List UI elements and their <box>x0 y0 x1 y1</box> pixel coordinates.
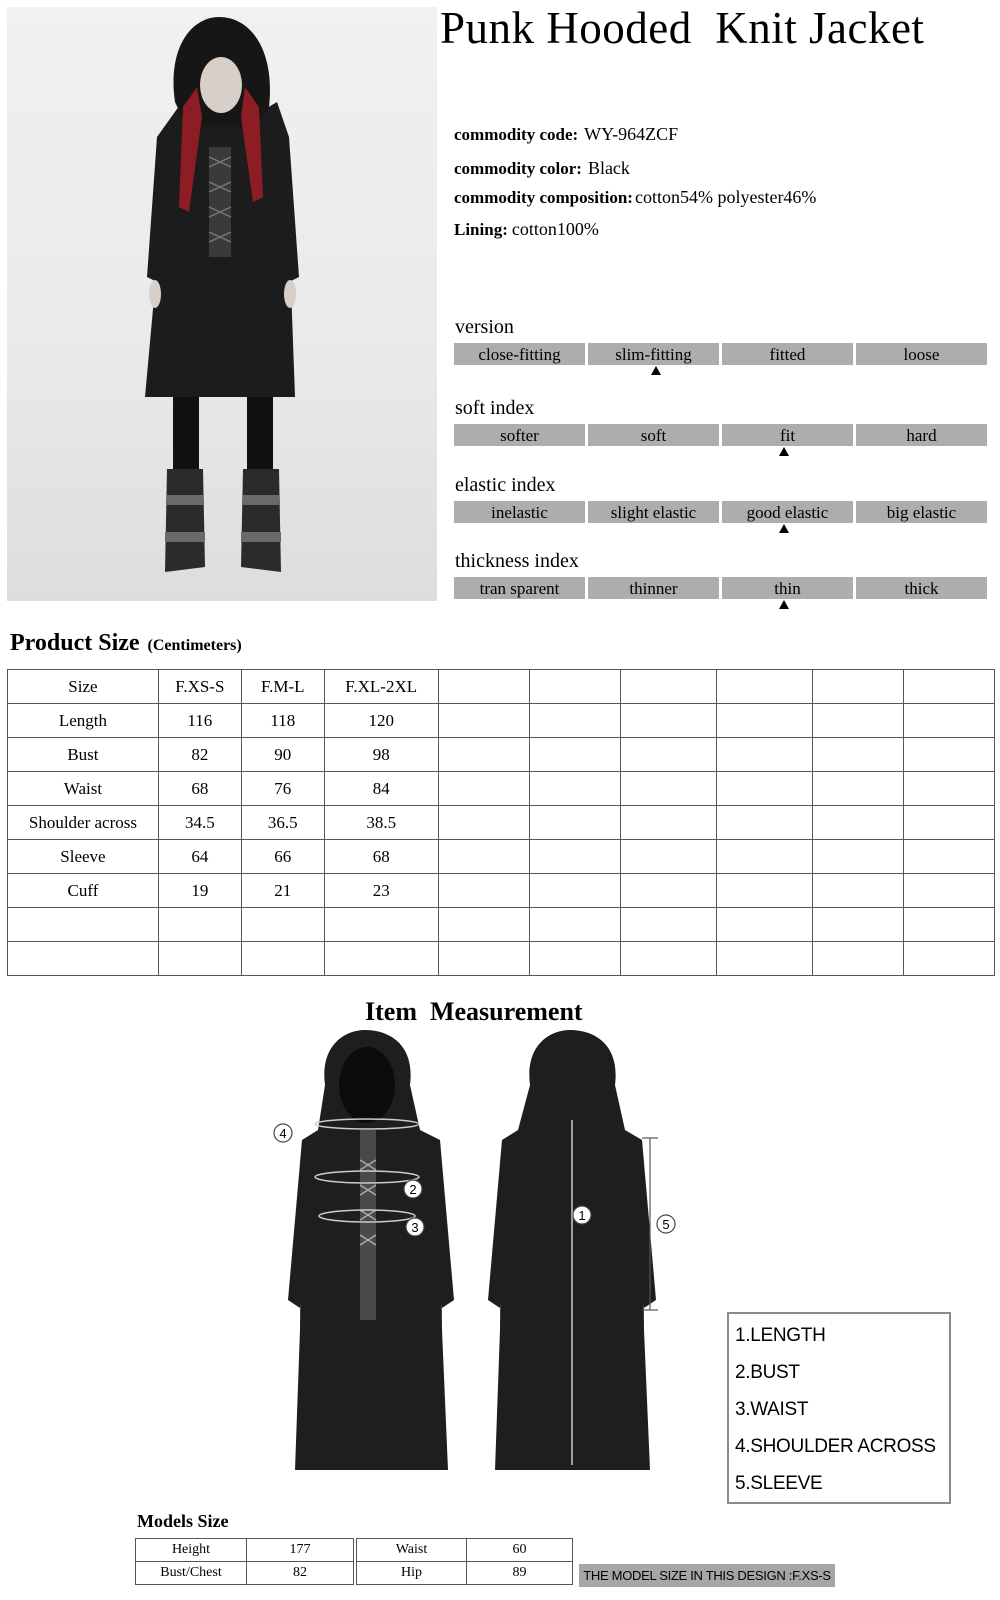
soft-index-option: soft <box>588 424 719 446</box>
model-size-label: Hip <box>357 1562 467 1585</box>
model-size-label: Height <box>136 1539 247 1562</box>
elastic-index-option: slight elastic <box>588 501 719 523</box>
model-size-value: 89 <box>467 1562 573 1585</box>
table-row <box>8 942 995 976</box>
marker-5-label: 5 <box>662 1217 670 1232</box>
elastic-index-scale <box>454 501 987 523</box>
table-cell: 76 <box>241 772 324 806</box>
model-size-value: 82 <box>247 1562 354 1585</box>
spec-commodity-code <box>454 124 678 145</box>
model-figure-illustration <box>7 7 437 601</box>
table-cell <box>158 942 241 976</box>
spec-label: Lining: <box>454 220 508 239</box>
elastic-index-selected-marker <box>779 524 789 533</box>
product-size-unit: (Centimeters) <box>147 637 242 654</box>
models-size-title: Models Size <box>137 1511 229 1531</box>
table-cell: Length <box>8 704 159 738</box>
table-cell <box>241 942 324 976</box>
table-cell: Bust <box>8 738 159 772</box>
spec-value: cotton54% polyester46% <box>634 187 817 207</box>
table-cell: 66 <box>241 840 324 874</box>
table-cell <box>158 908 241 942</box>
legend-item: 5.SLEEVE <box>735 1473 823 1494</box>
model-size-label: Waist <box>357 1539 467 1562</box>
spec-commodity-composition <box>454 187 816 208</box>
table-row <box>136 1539 354 1562</box>
product-size-table <box>7 669 995 976</box>
spec-label: commodity color: <box>454 159 582 178</box>
legend-item: 1.LENGTH <box>735 1325 826 1346</box>
soft-index-option: fit <box>722 424 853 446</box>
thickness-index-option: thinner <box>588 577 719 599</box>
elastic-index-option: inelastic <box>454 501 585 523</box>
product-size-title <box>10 630 242 657</box>
table-cell: 82 <box>158 738 241 772</box>
legend-item: 2.BUST <box>735 1362 800 1383</box>
size-table-header-cell: F.XL-2XL <box>324 670 438 704</box>
elastic-index-option: good elastic <box>722 501 853 523</box>
marker-4-label: 4 <box>279 1126 287 1141</box>
soft-index-selected-marker <box>779 447 789 456</box>
table-cell: 36.5 <box>241 806 324 840</box>
size-table-header-row <box>8 670 995 704</box>
soft-index-scale <box>454 424 987 446</box>
version-option: fitted <box>722 343 853 365</box>
measurement-diagram <box>270 1030 710 1475</box>
soft-index-option: softer <box>454 424 585 446</box>
table-cell: Shoulder across <box>8 806 159 840</box>
table-row <box>8 908 995 942</box>
coat-back-drawing <box>488 1030 658 1470</box>
version-selected-marker <box>651 366 661 375</box>
thickness-index-option: thin <box>722 577 853 599</box>
product-title: Punk Hooded Knit Jacket <box>440 3 925 53</box>
version-option: close-fitting <box>454 343 585 365</box>
spec-label: commodity code: <box>454 125 579 144</box>
legend-item: 3.WAIST <box>735 1399 809 1420</box>
measurement-legend <box>727 1312 951 1504</box>
table-row <box>8 704 995 738</box>
version-option: loose <box>856 343 987 365</box>
size-table-header-cell: Size <box>8 670 159 704</box>
table-cell: 21 <box>241 874 324 908</box>
spec-value: Black <box>587 158 630 178</box>
table-cell: 64 <box>158 840 241 874</box>
model-size-label: Bust/Chest <box>136 1562 247 1585</box>
table-cell: 98 <box>324 738 438 772</box>
thickness-index-option: tran sparent <box>454 577 585 599</box>
thickness-index-selected-marker <box>779 600 789 609</box>
spec-lining <box>454 219 599 240</box>
table-cell <box>324 908 438 942</box>
coat-front-drawing <box>288 1030 454 1470</box>
table-row <box>8 874 995 908</box>
version-label: version <box>455 316 514 338</box>
spec-value: WY-964ZCF <box>584 124 679 144</box>
table-row <box>357 1539 573 1562</box>
elastic-index-label: elastic index <box>455 474 556 496</box>
table-row <box>136 1562 354 1585</box>
models-size-table-right <box>356 1538 573 1585</box>
legend-item: 4.SHOULDER ACROSS <box>735 1436 936 1457</box>
table-cell: 90 <box>241 738 324 772</box>
thickness-index-label: thickness index <box>455 550 579 572</box>
size-table-header-cell: F.M-L <box>241 670 324 704</box>
table-row <box>357 1562 573 1585</box>
table-cell: 23 <box>324 874 438 908</box>
table-cell: Waist <box>8 772 159 806</box>
table-cell: 68 <box>324 840 438 874</box>
table-cell: Cuff <box>8 874 159 908</box>
table-row <box>8 772 995 806</box>
table-cell <box>324 942 438 976</box>
table-cell <box>241 908 324 942</box>
thickness-index-scale <box>454 577 987 599</box>
elastic-index-option: big elastic <box>856 501 987 523</box>
table-cell: 84 <box>324 772 438 806</box>
thickness-index-option: thick <box>856 577 987 599</box>
table-cell: 34.5 <box>158 806 241 840</box>
item-measurement-title: Item Measurement <box>365 997 583 1026</box>
size-table-header-cell: F.XS-S <box>158 670 241 704</box>
soft-index-option: hard <box>856 424 987 446</box>
table-cell: Sleeve <box>8 840 159 874</box>
model-size-note: THE MODEL SIZE IN THIS DESIGN :F.XS-S <box>579 1564 835 1587</box>
spec-label: commodity composition: <box>454 188 633 207</box>
table-row <box>8 738 995 772</box>
spec-value: cotton100% <box>511 219 599 239</box>
marker-2-label: 2 <box>409 1182 417 1197</box>
table-cell <box>8 942 159 976</box>
version-option: slim-fitting <box>588 343 719 365</box>
product-size-heading: Product Size <box>10 630 140 656</box>
model-size-value: 177 <box>247 1539 354 1562</box>
coat-diagram <box>270 1030 710 1470</box>
table-cell: 116 <box>158 704 241 738</box>
marker-3-label: 3 <box>411 1220 419 1235</box>
table-row <box>8 840 995 874</box>
product-photo <box>7 7 437 601</box>
spec-commodity-color <box>454 158 630 179</box>
table-cell: 19 <box>158 874 241 908</box>
soft-index-label: soft index <box>455 397 535 419</box>
table-cell: 38.5 <box>324 806 438 840</box>
table-cell <box>8 908 159 942</box>
marker-1-label: 1 <box>578 1208 586 1223</box>
table-cell: 118 <box>241 704 324 738</box>
table-row <box>8 806 995 840</box>
model-size-value: 60 <box>467 1539 573 1562</box>
models-size-table-left <box>135 1538 354 1585</box>
version-scale <box>454 343 987 365</box>
table-cell: 120 <box>324 704 438 738</box>
table-cell: 68 <box>158 772 241 806</box>
